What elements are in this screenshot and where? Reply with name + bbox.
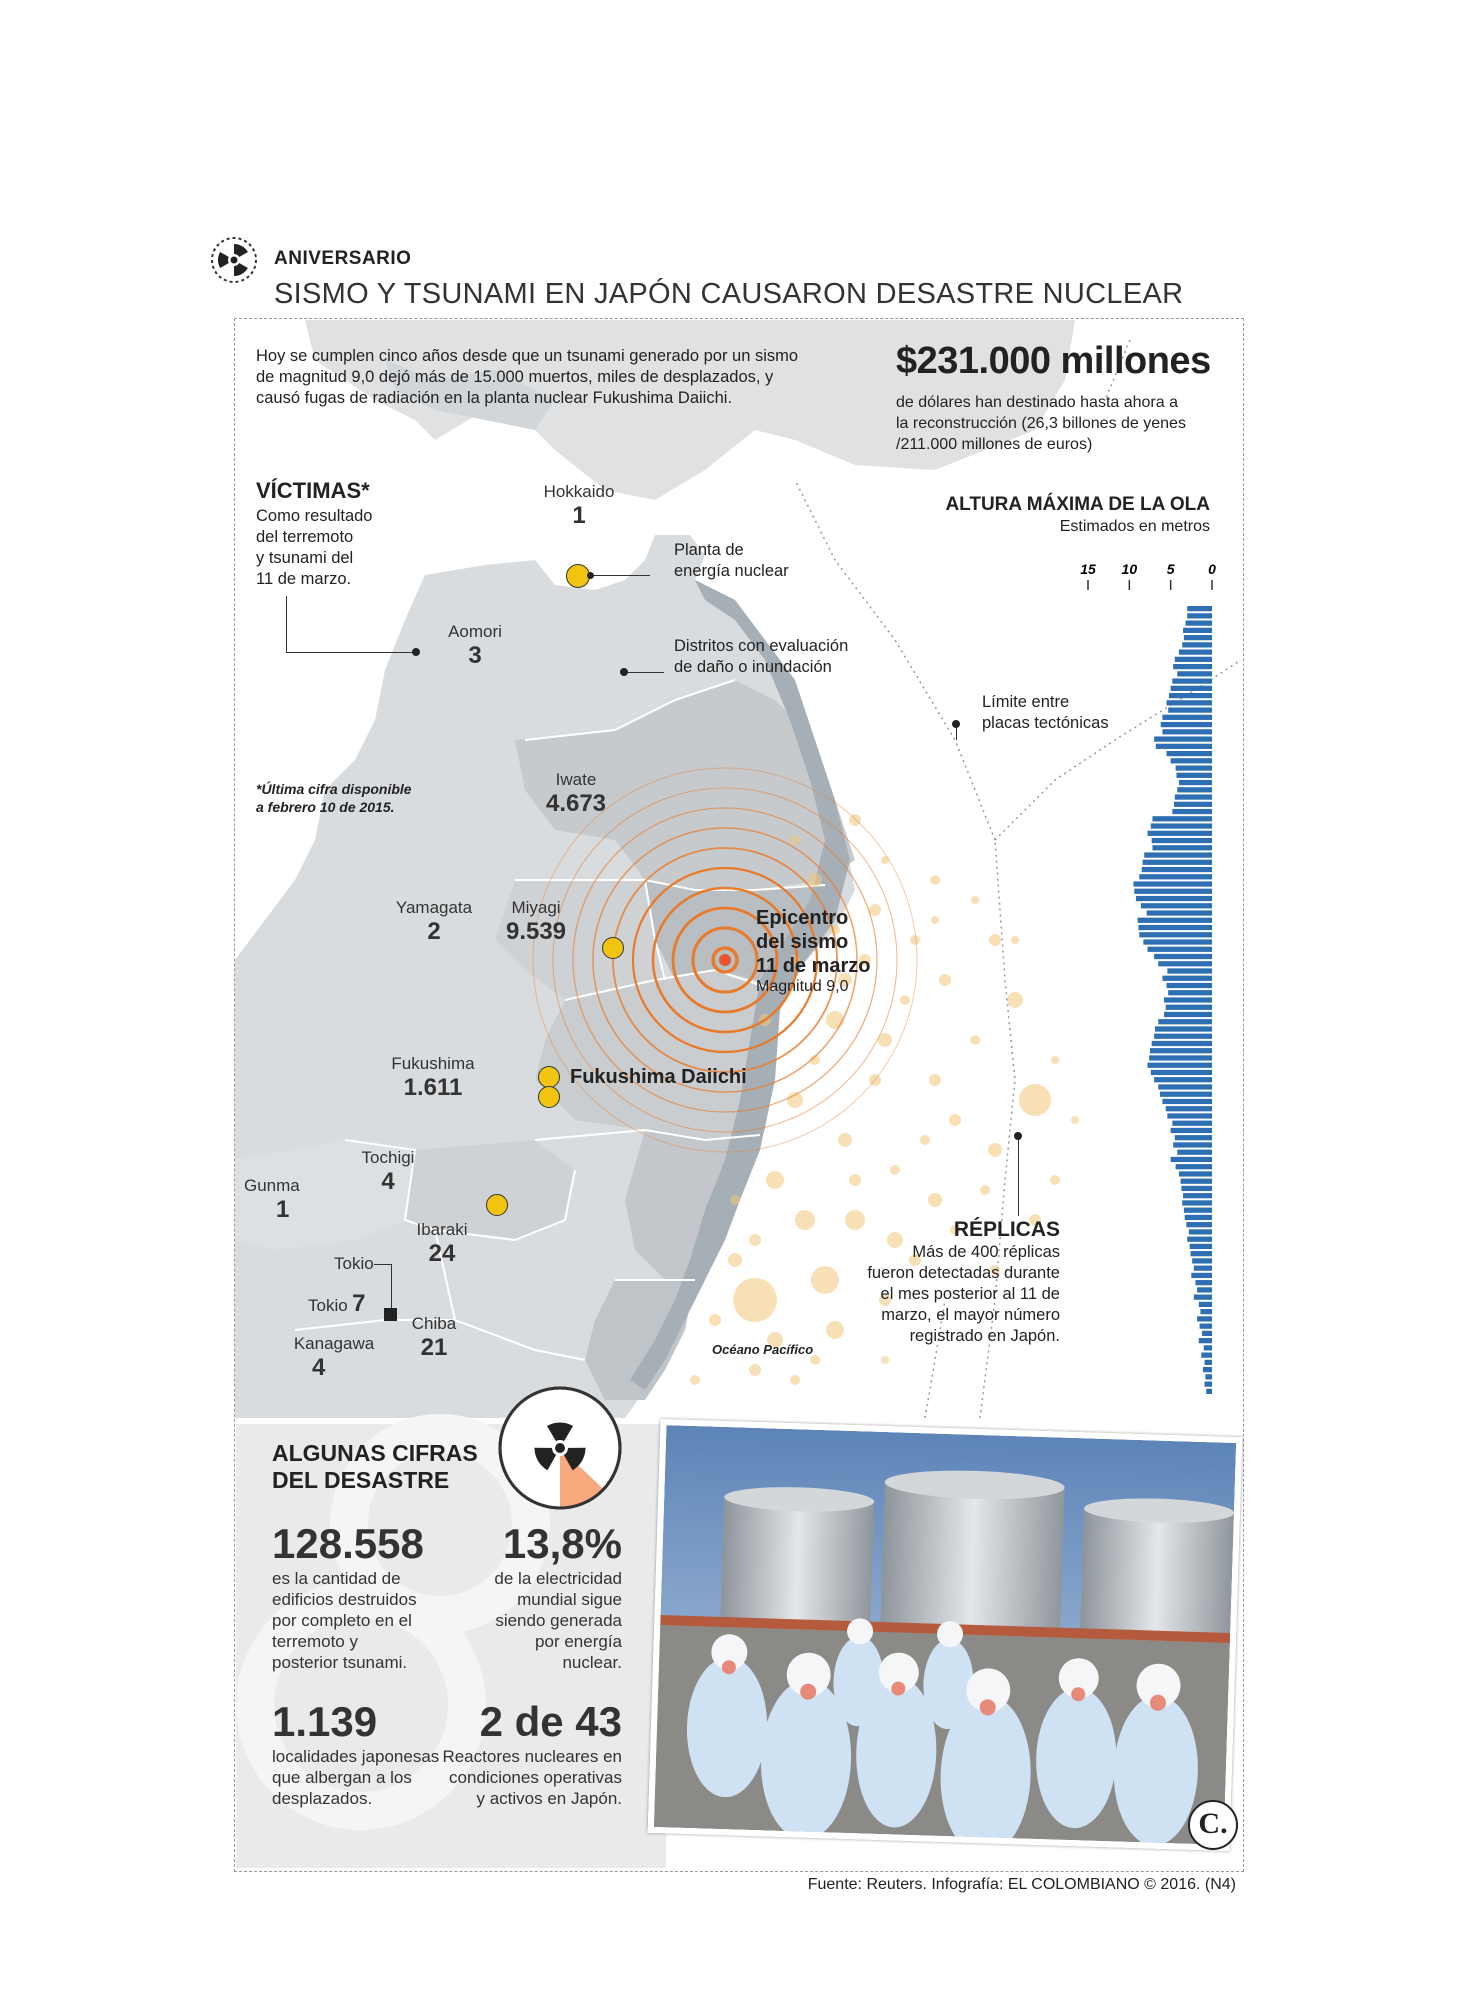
wave-bar (1161, 722, 1212, 727)
pref-name: Gunma (244, 1176, 300, 1195)
wave-bar (1201, 1353, 1212, 1358)
pref-value: 24 (428, 1240, 456, 1267)
reconstruction-amount: $231.000 millones (896, 340, 1211, 382)
stats-title-line-2: DEL DESASTRE (272, 1467, 450, 1493)
wave-bar (1143, 939, 1212, 944)
wave-bar (1171, 686, 1212, 691)
wave-bar (1139, 874, 1212, 879)
victims-footnote (256, 780, 412, 816)
pref-name: Iwate (555, 770, 597, 789)
stat-value: 128.558 (272, 1520, 424, 1567)
wave-bar (1152, 845, 1212, 850)
districts-legend (674, 636, 848, 678)
intro-text (256, 346, 798, 409)
logo-letter: C. (1198, 1807, 1228, 1840)
wave-bar (1166, 1106, 1212, 1111)
victims-title: VÍCTIMAS* (256, 478, 370, 503)
wave-bar (1152, 838, 1212, 843)
replicas-line-2: fueron detectadas durante (867, 1264, 1060, 1282)
replicas-line-3: el mes posterior al 11 de (880, 1285, 1060, 1303)
wave-bar (1182, 642, 1212, 647)
wave-chart-title: ALTURA MÁXIMA DE LA OLA (945, 494, 1210, 515)
replicas-leader-line (1018, 1136, 1019, 1216)
pref-value: 1 (572, 502, 586, 529)
pref-chiba (404, 1314, 464, 1362)
section-label: ANIVERSARIO (274, 248, 412, 269)
stat-desc-1: localidades japonesas (272, 1747, 440, 1766)
page-title: SISMO Y TSUNAMI EN JAPÓN CAUSARON DESASTRE NUCLEAR (274, 278, 1184, 310)
stat-buildings (272, 1520, 424, 1673)
wave-bar (1142, 867, 1212, 872)
wave-bar (1206, 1389, 1212, 1394)
wave-bar (1154, 1034, 1212, 1039)
stat-electricity (470, 1520, 622, 1673)
source-credit: Fuente: Reuters. Infografía: EL COLOMBIANO © 2016. (N4) (807, 1876, 1236, 1893)
stat-desc-1: es la cantidad de (272, 1569, 401, 1588)
wave-bar (1167, 1113, 1212, 1118)
plates-legend-line-1: Límite entre (982, 693, 1070, 711)
wave-bar (1205, 1360, 1212, 1365)
victims-leader-dot (412, 648, 420, 656)
stat-desc-3: desplazados. (272, 1789, 373, 1808)
wave-bar (1171, 758, 1212, 763)
wave-bar (1158, 1019, 1212, 1024)
pref-kanagawa (284, 1334, 384, 1382)
victims-leader-line (286, 596, 287, 652)
stats-title (272, 1440, 478, 1494)
wave-bar (1133, 881, 1212, 886)
stat-desc-3: por completo en el (272, 1611, 412, 1630)
wave-bar (1168, 990, 1212, 995)
wave-bar (1152, 816, 1212, 821)
stats-title-line-1: ALGUNAS CIFRAS (272, 1440, 478, 1466)
replicas-line-4: marzo, el mayor número (881, 1306, 1060, 1324)
wave-bar (1192, 1258, 1212, 1263)
wave-bar (1171, 1128, 1212, 1133)
reconstruction-text (896, 392, 1186, 455)
wave-bar (1173, 1142, 1212, 1147)
pref-value: 4.673 (545, 790, 607, 817)
wave-bar (1191, 1251, 1212, 1256)
wave-bar (1141, 903, 1212, 908)
intro-line-1: Hoy se cumplen cinco años desde que un tsunami generado por un sismo (256, 347, 799, 365)
wave-bar (1197, 1287, 1212, 1292)
wave-bar (1175, 1135, 1212, 1140)
footnote-line-2: a febrero 10 de 2015. (256, 799, 395, 815)
money-line-3: /211.000 millones de euros) (896, 436, 1093, 453)
pref-miyagi (486, 898, 586, 946)
stat-localities (272, 1698, 439, 1809)
wave-bar (1184, 635, 1212, 640)
victims-text (256, 506, 372, 590)
pref-tokio (308, 1290, 366, 1318)
wave-bar (1139, 932, 1212, 937)
stat-desc-3: y activos en Japón. (476, 1789, 622, 1808)
wave-bar (1149, 1055, 1212, 1060)
stat-value: 1.139 (272, 1698, 378, 1745)
nuclear-plant-icon-fukushima-1 (538, 1066, 560, 1088)
wave-bar (1183, 628, 1212, 633)
pref-value: 4 (312, 1354, 326, 1381)
victims-leader-line-h (286, 652, 416, 653)
epicenter-magnitude: Magnitud 9,0 (756, 978, 849, 995)
wave-bar (1136, 896, 1212, 901)
stat-desc-2: mundial sigue (517, 1590, 622, 1609)
districts-legend-line (624, 672, 664, 673)
fukushima-workers-photo (648, 1419, 1243, 1851)
stat-value: 2 de 43 (479, 1698, 622, 1745)
plant-legend-line-2: energía nuclear (674, 562, 789, 580)
pref-name: Tokio (308, 1296, 348, 1315)
pref-aomori (430, 622, 520, 670)
wave-bar (1185, 1215, 1212, 1220)
wave-bar (1183, 1193, 1212, 1198)
wave-bar (1166, 1005, 1212, 1010)
stat-reactors (440, 1698, 622, 1809)
wave-bar (1155, 1026, 1212, 1031)
tokio-leader-line-v (391, 1264, 392, 1312)
wave-bar (1150, 1048, 1212, 1053)
tokio-leader-line (374, 1264, 392, 1265)
replicas-leader-dot (1014, 1132, 1022, 1140)
wave-bar (1162, 976, 1212, 981)
money-line-1: de dólares han destinado hasta ahora a (896, 394, 1178, 411)
pref-value: 9.539 (505, 918, 567, 945)
pref-name: Chiba (411, 1314, 457, 1333)
stat-value: 13,8% (502, 1520, 622, 1567)
wave-bar (1148, 831, 1212, 836)
tick-label: 5 (1166, 561, 1175, 577)
pref-iwate (526, 770, 626, 818)
wave-bar (1175, 657, 1212, 662)
wave-bar (1144, 852, 1212, 857)
nuclear-plant-icon-miyagi (602, 937, 624, 959)
wave-bar (1169, 693, 1212, 698)
stat-desc-4: por energía (535, 1632, 622, 1651)
wave-bar (1147, 910, 1212, 915)
wave-bar (1138, 918, 1212, 923)
wave-bar (1168, 707, 1212, 712)
wave-chart-subtitle: Estimados en metros (1059, 518, 1210, 535)
replicas-title: RÉPLICAS (953, 1218, 1060, 1241)
districts-legend-line-1: Distritos con evaluación (674, 637, 849, 655)
radiation-pie-icon (496, 1384, 624, 1512)
stat-desc-5: nuclear. (562, 1653, 622, 1672)
footnote-line-1: *Última cifra disponible (256, 781, 412, 797)
wave-bar (1184, 1208, 1212, 1213)
wave-bar (1186, 1222, 1212, 1227)
wave-bar (1205, 1382, 1212, 1387)
epicenter-label (756, 906, 871, 996)
wave-bar (1167, 968, 1212, 973)
stat-desc-2: condiciones operativas (449, 1768, 622, 1787)
pref-gunma (244, 1176, 324, 1224)
wave-bar (1151, 823, 1212, 828)
pref-value: 2 (427, 918, 441, 945)
districts-legend-dot (620, 668, 628, 676)
stat-desc-1: Reactores nucleares en (442, 1747, 622, 1766)
pref-value: 21 (420, 1334, 448, 1361)
wave-bar (1172, 1121, 1212, 1126)
wave-bar (1182, 1200, 1212, 1205)
wave-bar (1151, 1070, 1212, 1075)
wave-bar (1205, 1374, 1212, 1379)
wave-bar (1187, 606, 1212, 611)
pref-tochigi (348, 1148, 428, 1196)
pref-name: Hokkaido (543, 482, 615, 501)
wave-bar (1172, 678, 1212, 683)
wave-bar (1181, 1186, 1212, 1191)
pref-yamagata (384, 898, 484, 946)
wave-bar (1190, 1244, 1212, 1249)
money-line-2: la reconstrucción (26,3 billones de yenes (896, 415, 1186, 432)
wave-bar (1204, 1345, 1212, 1350)
wave-bar (1195, 1280, 1212, 1285)
victims-line-1: Como resultado (256, 507, 373, 525)
districts-legend-line-2: de daño o inundación (674, 658, 832, 676)
victims-line-3: y tsunami del (256, 549, 354, 567)
tokio-city-label: Tokio (334, 1254, 374, 1273)
pref-name: Ibaraki (416, 1220, 468, 1239)
wave-bar (1186, 620, 1212, 625)
epicenter-line-3: 11 de marzo (756, 955, 871, 977)
wave-bar (1177, 787, 1212, 792)
wave-bar (1179, 1171, 1212, 1176)
wave-bar (1203, 1367, 1212, 1372)
wave-bar (1175, 794, 1212, 799)
fukushima-plant-label: Fukushima Daiichi (570, 1066, 747, 1088)
wave-height-chart (1060, 556, 1220, 1396)
nuclear-plant-icon-fukushima-2 (538, 1086, 560, 1108)
stat-desc-3: siendo generada (495, 1611, 622, 1630)
pref-name: Miyagi (511, 898, 561, 917)
pref-name: Kanagawa (293, 1334, 375, 1353)
epicenter-line-1: Epicentro (756, 907, 849, 929)
pref-value: 3 (468, 642, 482, 669)
tick-label: 0 (1208, 561, 1216, 577)
wave-bar (1191, 1273, 1212, 1278)
wave-bar (1194, 1295, 1212, 1300)
wave-bar (1179, 780, 1212, 785)
wave-bar (1173, 664, 1212, 669)
wave-bar (1160, 1092, 1212, 1097)
pref-hokkaido (534, 482, 624, 530)
wave-bar (1189, 1229, 1212, 1234)
wave-bar (1167, 983, 1212, 988)
pref-value: 1.611 (403, 1074, 463, 1101)
wave-bar (1167, 751, 1212, 756)
stat-desc-4: terremoto y (272, 1632, 358, 1651)
el-colombiano-logo (1188, 1800, 1238, 1850)
wave-bar (1154, 736, 1212, 741)
intro-line-2: de magnitud 9,0 dejó más de 15.000 muertos, miles de desplazados, y (256, 368, 774, 386)
pref-value: 7 (352, 1290, 366, 1317)
stat-desc-2: edificios destruidos (272, 1590, 417, 1609)
wave-bar (1171, 1157, 1212, 1162)
epicenter-dot (719, 954, 731, 966)
wave-bar (1172, 809, 1212, 814)
plates-legend-dot (952, 720, 960, 728)
wave-bar (1162, 1099, 1212, 1104)
plant-legend-line (590, 575, 650, 576)
wave-bar (1194, 1266, 1212, 1271)
ocean-label: Océano Pacífico (712, 1342, 814, 1357)
wave-bar (1158, 961, 1212, 966)
nuclear-plant-icon-ibaraki (486, 1194, 508, 1216)
stat-desc-5: posterior tsunami. (272, 1653, 408, 1672)
wave-bar (1162, 729, 1212, 734)
wave-bar (1179, 649, 1212, 654)
wave-bar (1176, 765, 1212, 770)
wave-bar (1200, 1309, 1212, 1314)
epicenter-line-2: del sismo (756, 931, 849, 953)
tokio-marker (384, 1308, 397, 1321)
pref-name: Aomori (448, 622, 502, 641)
plant-legend (674, 540, 789, 582)
pref-ibaraki (402, 1220, 482, 1268)
intro-line-3: causó fugas de radiación en la planta nuclear Fukushima Daiichi. (256, 389, 733, 407)
wave-bar (1177, 671, 1212, 676)
pref-name: Tochigi (361, 1148, 415, 1167)
wave-bar (1154, 1077, 1212, 1082)
wave-bar (1199, 1338, 1212, 1343)
wave-bar (1174, 802, 1212, 807)
wave-bar (1176, 773, 1212, 778)
wave-bar (1164, 997, 1212, 1002)
plates-legend-line-2: placas tectónicas (982, 714, 1109, 732)
pref-fukushima (378, 1054, 488, 1102)
wave-bar (1158, 1084, 1212, 1089)
pref-value: 4 (381, 1168, 395, 1195)
plant-legend-line-1: Planta de (674, 541, 744, 559)
wave-bar (1177, 1150, 1212, 1155)
pref-value: 1 (276, 1196, 290, 1223)
wave-bar (1162, 715, 1212, 720)
wave-bar (1148, 947, 1212, 952)
wave-bar (1138, 925, 1212, 930)
wave-bar (1143, 860, 1212, 865)
stat-desc-2: que albergan a los (272, 1768, 412, 1787)
wave-bar (1202, 1331, 1212, 1336)
wave-bar (1167, 700, 1212, 705)
wave-bar (1154, 954, 1212, 959)
pref-name: Fukushima (391, 1054, 475, 1073)
tick-label: 15 (1080, 561, 1096, 577)
victims-line-4: 11 de marzo. (256, 570, 352, 588)
wave-bar (1197, 1316, 1212, 1321)
wave-bar (1152, 1041, 1212, 1046)
pref-name: Yamagata (395, 898, 473, 917)
wave-bar (1200, 1324, 1212, 1329)
stat-desc-1: de la electricidad (494, 1569, 622, 1588)
replicas-line-1: Más de 400 réplicas (912, 1243, 1060, 1261)
wave-bar (1181, 1179, 1212, 1184)
tick-label: 10 (1121, 561, 1138, 577)
wave-bar (1199, 1302, 1212, 1307)
wave-bar (1176, 1164, 1212, 1169)
wave-bar (1148, 1063, 1212, 1068)
radiation-header-icon (210, 236, 258, 284)
wave-bar (1164, 1012, 1212, 1017)
wave-bar (1134, 889, 1212, 894)
wave-bar (1156, 744, 1212, 749)
wave-bar (1187, 1237, 1212, 1242)
plant-legend-dot (587, 572, 594, 579)
victims-line-2: del terremoto (256, 528, 354, 546)
replicas-line-5: registrado en Japón. (909, 1327, 1060, 1345)
replicas-block (836, 1218, 1060, 1347)
wave-bar (1187, 613, 1212, 618)
